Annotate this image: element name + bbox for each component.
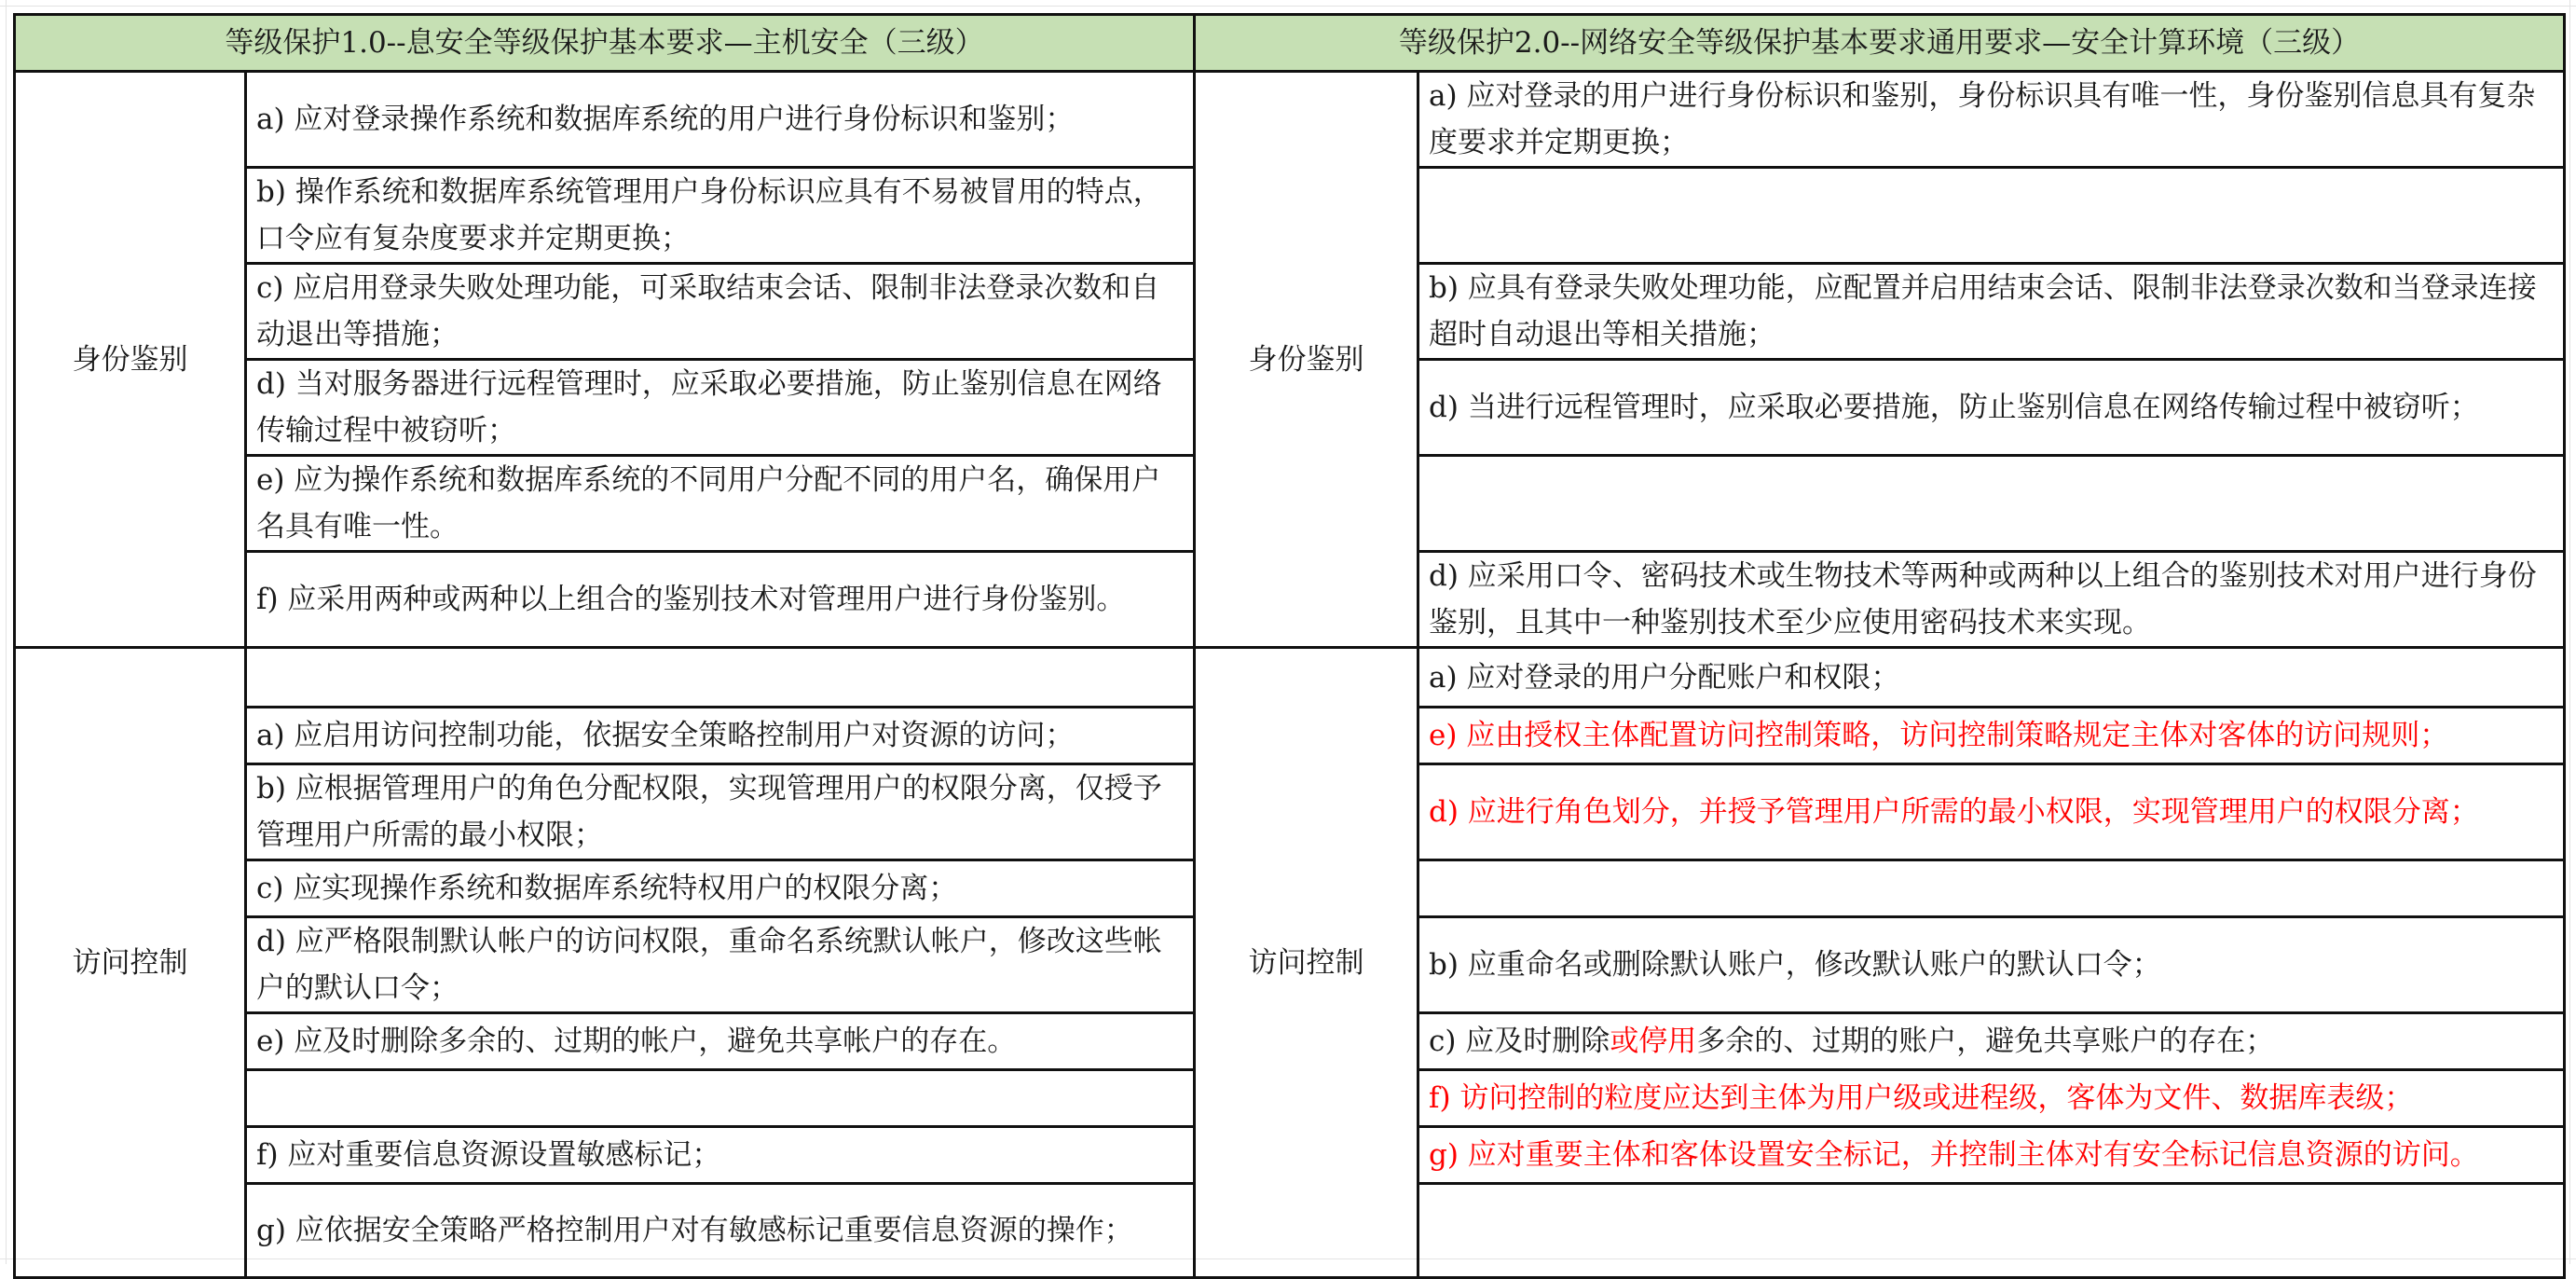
left-cell[interactable]: d) 当对服务器进行远程管理时，应采取必要措施，防止鉴别信息在网络传输过程中被窃听； xyxy=(246,360,1195,456)
right-cell[interactable] xyxy=(1418,1013,2565,1070)
left-cell[interactable]: b) 应根据管理用户的角色分配权限，实现管理用户的权限分离，仅授予管理用户所需的最小权限； xyxy=(246,764,1195,860)
right-cell-highlight[interactable]: g) 应对重要主体和客体设置安全标记，并控制主体对有安全标记信息资源的访问。 xyxy=(1418,1127,2565,1184)
left-cell[interactable]: f) 应采用两种或两种以上组合的鉴别技术对管理用户进行身份鉴别。 xyxy=(246,552,1195,648)
table-row xyxy=(15,648,2565,708)
right-cell-text-highlight: 或停用 xyxy=(1610,1025,1697,1058)
left-cell[interactable]: e) 应为操作系统和数据库系统的不同用户分配不同的用户名，确保用户名具有唯一性。 xyxy=(246,456,1195,552)
right-cell-highlight[interactable]: e) 应由授权主体配置访问控制策略，访问控制策略规定主体对客体的访问规则； xyxy=(1418,708,2565,764)
right-cell-text-start: c) 应及时删除 xyxy=(1429,1025,1610,1058)
left-cell[interactable] xyxy=(246,1070,1195,1127)
left-cell[interactable]: c) 应启用登录失败处理功能，可采取结束会话、限制非法登录次数和自动退出等措施； xyxy=(246,264,1195,360)
table-row xyxy=(15,72,2565,168)
right-cell[interactable]: b) 应重命名或删除默认账户，修改默认账户的默认口令； xyxy=(1418,917,2565,1013)
right-cell-highlight[interactable]: f) 访问控制的粒度应达到主体为用户级或进程级，客体为文件、数据库表级； xyxy=(1418,1070,2565,1127)
left-cell[interactable]: b) 操作系统和数据库系统管理用户身份标识应具有不易被冒用的特点，口令应有复杂度要求并定期更换； xyxy=(246,168,1195,264)
category-cell-right[interactable]: 身份鉴别 xyxy=(1195,72,1418,648)
header-right[interactable]: 等级保护2.0--网络安全等级保护基本要求通用要求—安全计算环境（三级） xyxy=(1195,15,2565,72)
header-row xyxy=(15,15,2565,72)
category-cell-left[interactable]: 访问控制 xyxy=(15,648,246,1278)
right-cell[interactable]: a) 应对登录的用户进行身份标识和鉴别，身份标识具有唯一性，身份鉴别信息具有复杂度要求并定期更换； xyxy=(1418,72,2565,168)
comparison-table xyxy=(13,13,2566,1279)
right-cell[interactable]: a) 应对登录的用户分配账户和权限； xyxy=(1418,648,2565,708)
left-cell[interactable]: c) 应实现操作系统和数据库系统特权用户的权限分离； xyxy=(246,860,1195,917)
left-cell[interactable]: a) 应对登录操作系统和数据库系统的用户进行身份标识和鉴别； xyxy=(246,72,1195,168)
right-cell[interactable] xyxy=(1418,860,2565,917)
left-cell[interactable]: d) 应严格限制默认帐户的访问权限，重命名系统默认帐户，修改这些帐户的默认口令； xyxy=(246,917,1195,1013)
category-cell-left[interactable]: 身份鉴别 xyxy=(15,72,246,648)
right-cell[interactable]: b) 应具有登录失败处理功能，应配置并启用结束会话、限制非法登录次数和当登录连接超时自动退出等相关措施； xyxy=(1418,264,2565,360)
right-cell[interactable] xyxy=(1418,1184,2565,1278)
header-left[interactable]: 等级保护1.0--息安全等级保护基本要求—主机安全（三级） xyxy=(15,15,1195,72)
right-cell[interactable]: d) 当进行远程管理时，应采取必要措施，防止鉴别信息在网络传输过程中被窃听； xyxy=(1418,360,2565,456)
right-cell-highlight[interactable]: d) 应进行角色划分，并授予管理用户所需的最小权限，实现管理用户的权限分离； xyxy=(1418,764,2565,860)
right-cell[interactable] xyxy=(1418,168,2565,264)
right-cell-text-end: 多余的、过期的账户，避免共享账户的存在； xyxy=(1696,1025,2275,1058)
right-cell[interactable] xyxy=(1418,456,2565,552)
left-cell[interactable]: e) 应及时删除多余的、过期的帐户，避免共享帐户的存在。 xyxy=(246,1013,1195,1070)
left-cell[interactable]: f) 应对重要信息资源设置敏感标记； xyxy=(246,1127,1195,1184)
left-cell[interactable] xyxy=(246,648,1195,708)
category-cell-right[interactable]: 访问控制 xyxy=(1195,648,1418,1278)
left-cell[interactable]: g) 应依据安全策略严格控制用户对有敏感标记重要信息资源的操作； xyxy=(246,1184,1195,1278)
left-cell[interactable]: a) 应启用访问控制功能，依据安全策略控制用户对资源的访问； xyxy=(246,708,1195,764)
right-cell[interactable]: d) 应采用口令、密码技术或生物技术等两种或两种以上组合的鉴别技术对用户进行身份鉴别，且其中一种鉴别技术至少应使用密码技术来实现。 xyxy=(1418,552,2565,648)
